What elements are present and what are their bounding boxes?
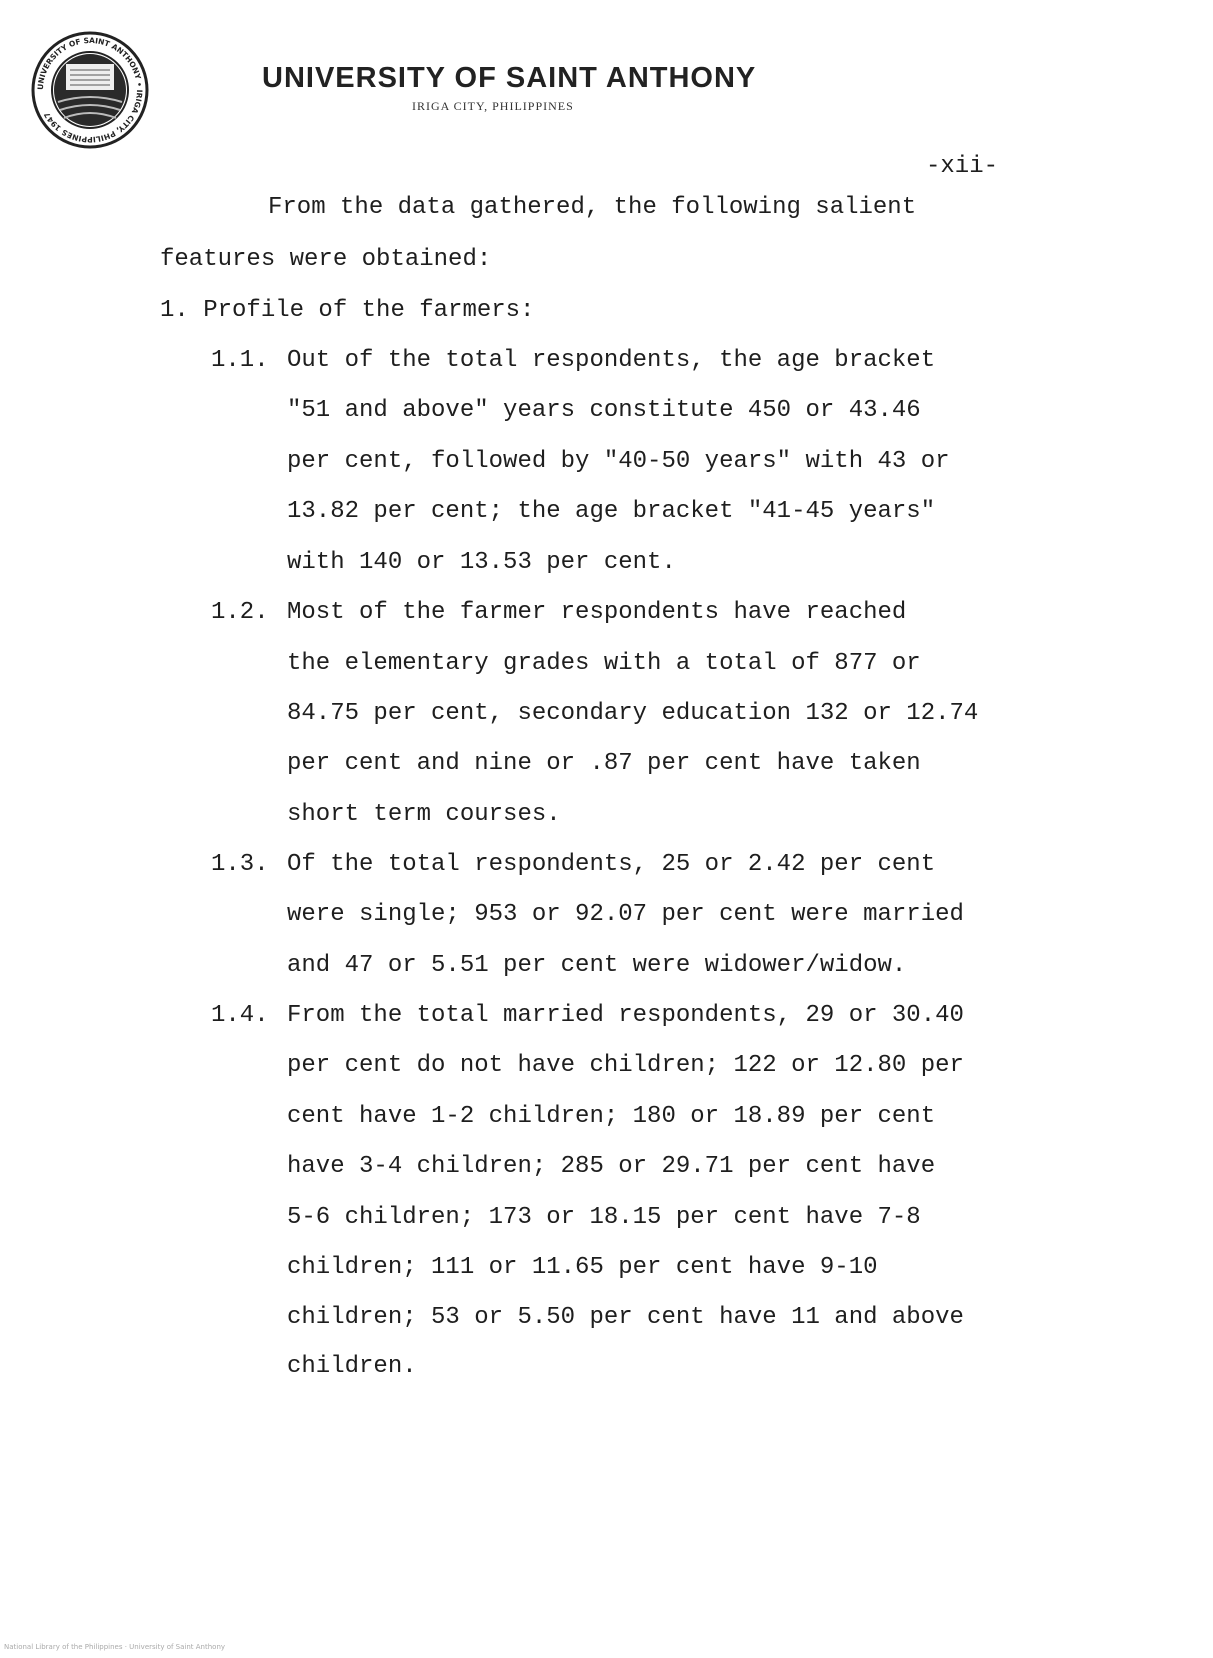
item-line: per cent, followed by "40-50 years" with 43 or [287, 448, 950, 475]
university-seal-logo [30, 30, 150, 150]
item-line: 13.82 per cent; the age bracket "41-45 years" [287, 498, 936, 525]
item-line: 5-6 children; 173 or 18.15 per cent have 7-8 [287, 1204, 921, 1231]
item-line: children. [287, 1353, 417, 1380]
item-line: short term courses. [287, 801, 561, 828]
item-line: were single; 953 or 92.07 per cent were married [287, 901, 964, 928]
item-number: 1.4. [211, 1002, 269, 1029]
item-line: "51 and above" years constitute 450 or 43.46 [287, 397, 921, 424]
item-number: 1.1. [211, 347, 269, 374]
item-line: Most of the farmer respondents have reached [287, 599, 907, 626]
item-line: with 140 or 13.53 per cent. [287, 549, 676, 576]
university-location: IRIGA CITY, PHILIPPINES [412, 99, 574, 113]
scan-footer-note: National Library of the Philippines · University of Saint Anthony [4, 1643, 226, 1651]
item-line: the elementary grades with a total of 877 or [287, 650, 921, 677]
item-line: have 3-4 children; 285 or 29.71 per cent have [287, 1153, 936, 1180]
item-line: 84.75 per cent, secondary education 132 or 12.74 [287, 700, 979, 727]
item-number: 1.3. [211, 851, 269, 878]
item-line: children; 53 or 5.50 per cent have 11 and above [287, 1304, 964, 1331]
section-heading: 1. Profile of the farmers: [160, 297, 535, 324]
item-line: per cent do not have children; 122 or 12.80 per [287, 1052, 964, 1079]
item-line: and 47 or 5.51 per cent were widower/widow. [287, 952, 907, 979]
item-line: Out of the total respondents, the age bracket [287, 347, 936, 374]
item-line: cent have 1-2 children; 180 or 18.89 per cent [287, 1103, 936, 1130]
item-line: Of the total respondents, 25 or 2.42 per cent [287, 851, 936, 878]
item-number: 1.2. [211, 599, 269, 626]
svg-text:UNIVERSITY OF SAINT ANTHONY •: UNIVERSITY OF SAINT ANTHONY • IRIGA CITY, PHILIPPINES 1947 [35, 35, 145, 145]
university-name-heading: UNIVERSITY OF SAINT ANTHONY [262, 62, 757, 94]
item-line: per cent and nine or .87 per cent have taken [287, 750, 921, 777]
item-line: children; 111 or 11.65 per cent have 9-10 [287, 1254, 878, 1281]
intro-line-1: From the data gathered, the following salient [268, 194, 917, 221]
page-number: -xii- [926, 153, 999, 180]
item-line: From the total married respondents, 29 or 30.40 [287, 1002, 964, 1029]
intro-line-2: features were obtained: [160, 246, 492, 273]
